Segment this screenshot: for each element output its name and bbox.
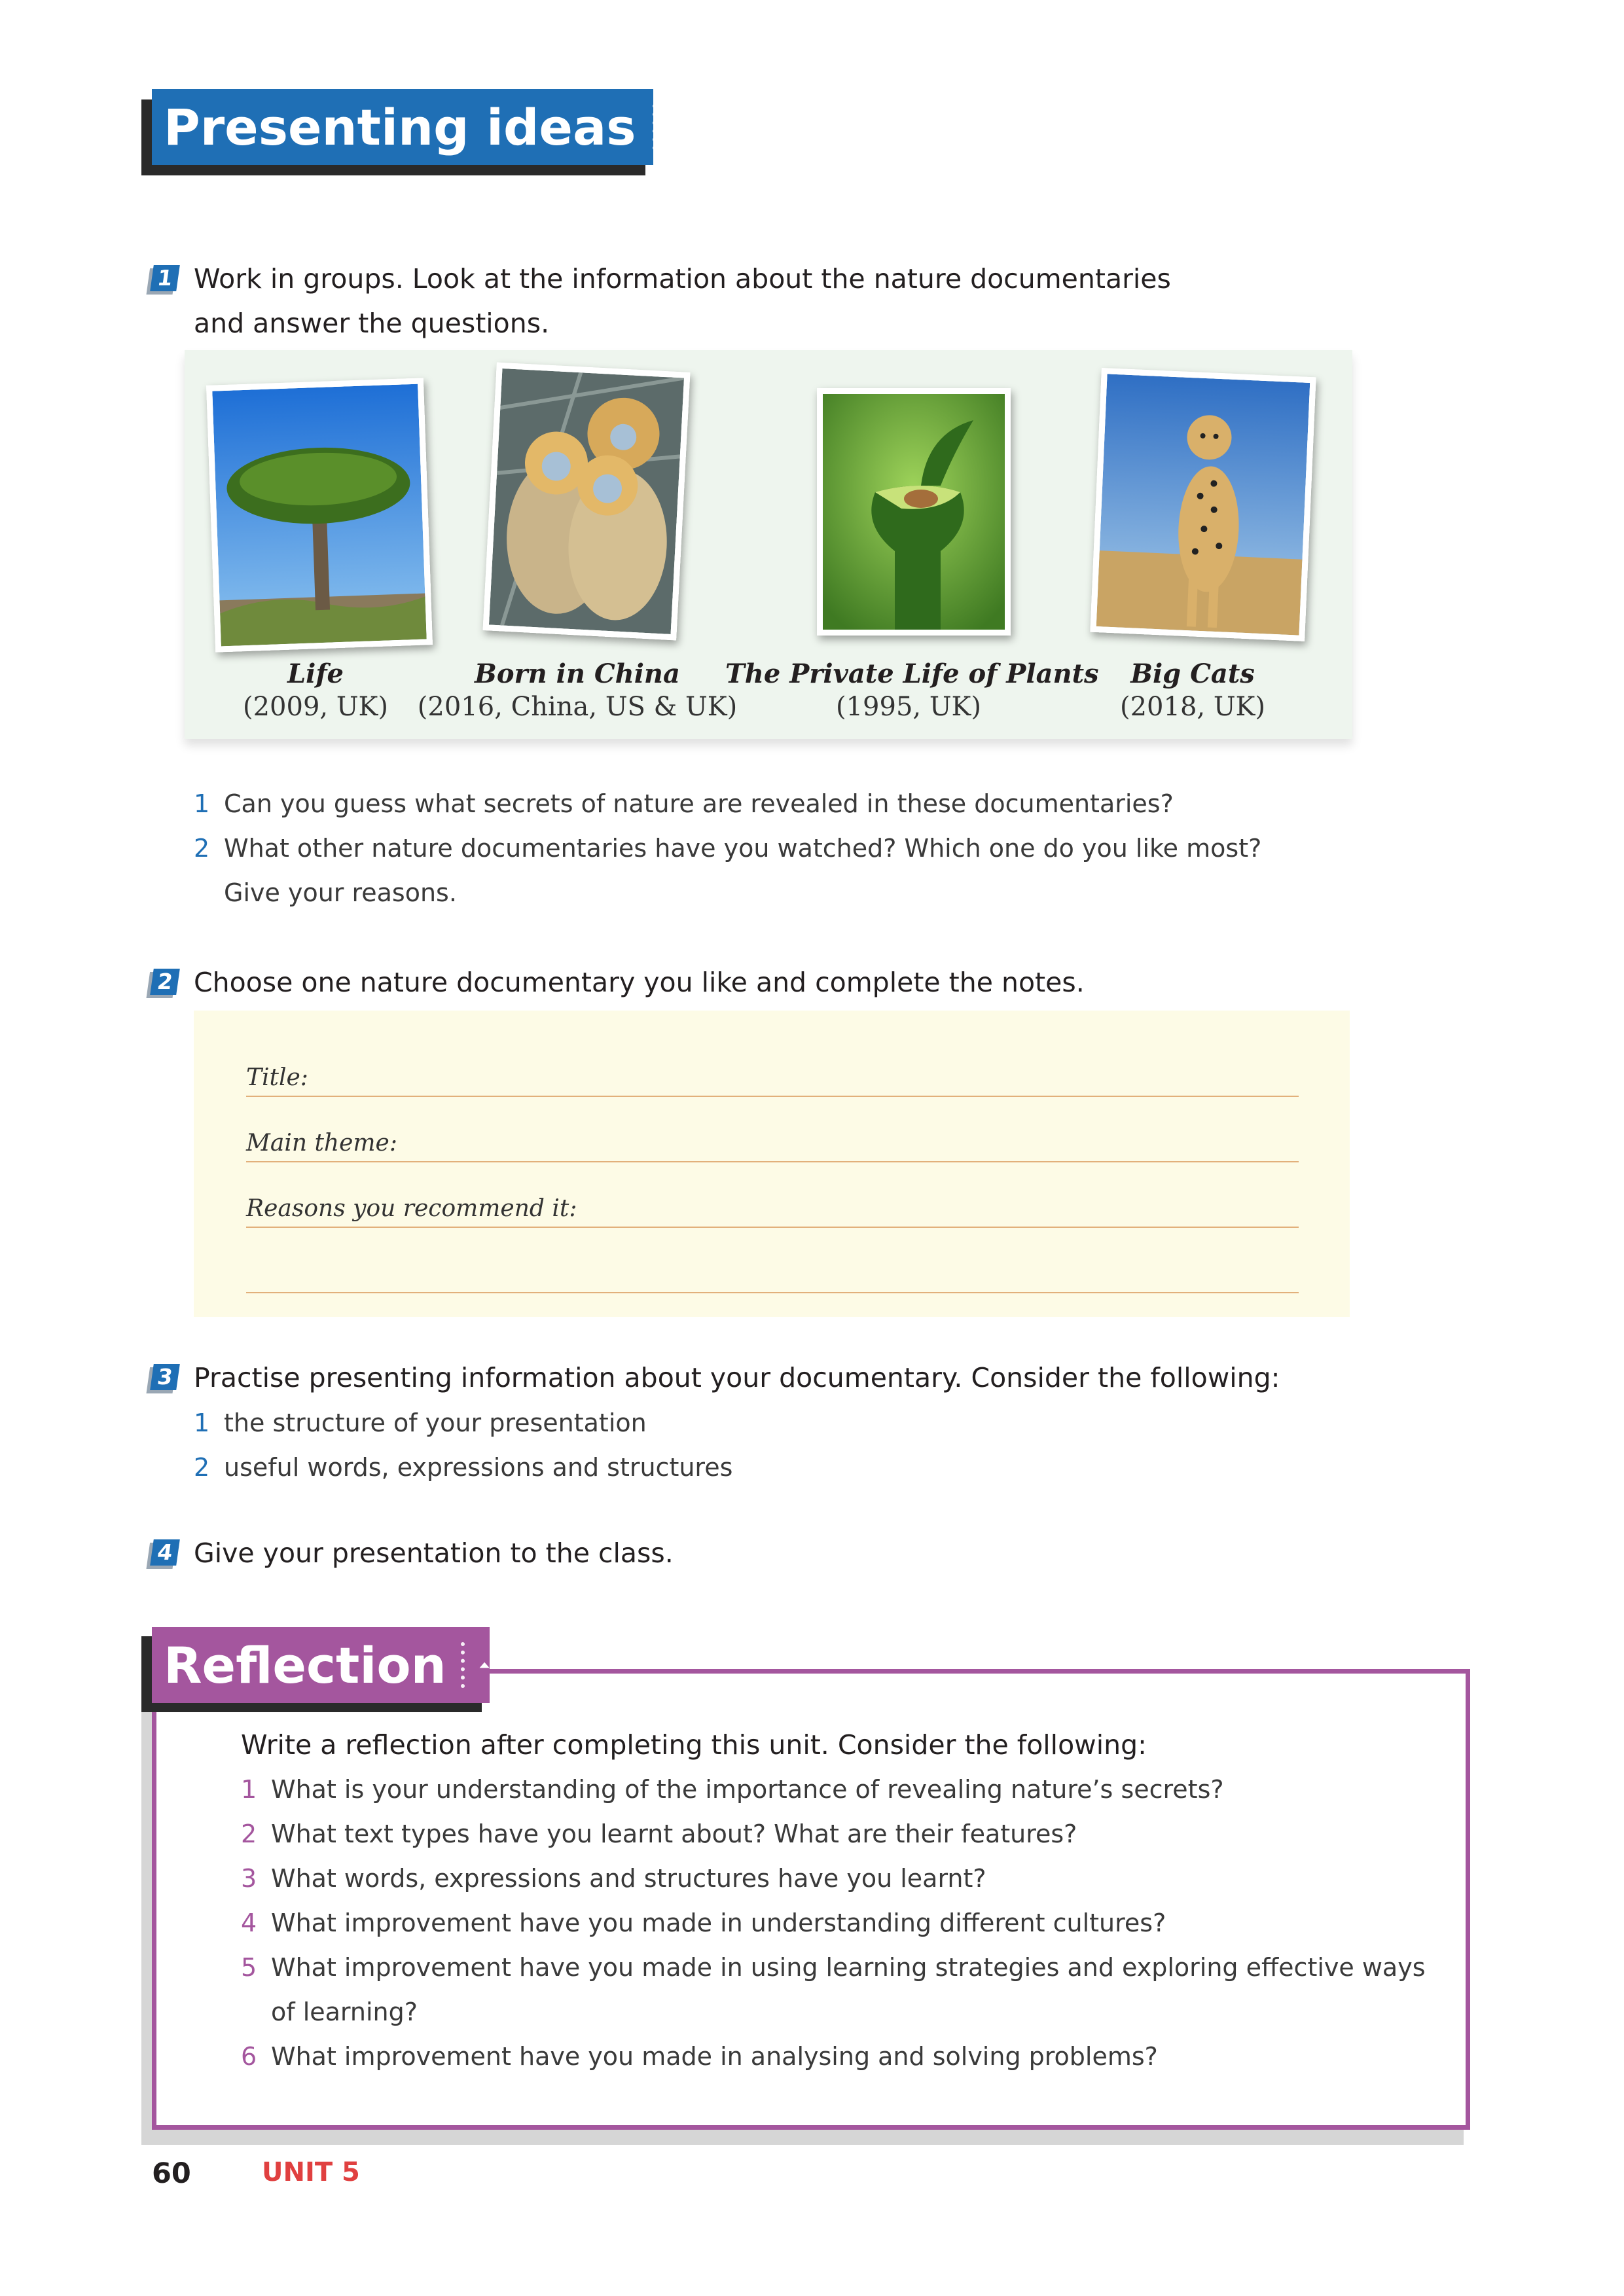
task-3-list — [194, 1401, 732, 1490]
page-number: 60 — [152, 2157, 191, 2190]
list-item — [194, 781, 1261, 826]
notes-title-label: Title: — [246, 1064, 308, 1091]
documentary-title: Life — [287, 658, 344, 689]
item-text: What words, expressions and structures have you learnt? — [271, 1864, 986, 1893]
item-text: the structure of your presentation — [224, 1408, 647, 1437]
notes-reasons-field[interactable] — [246, 1227, 1299, 1228]
unit-label: UNIT 5 — [262, 2157, 360, 2187]
task-number-4: 4 — [150, 1539, 180, 1566]
documentary-details: (2009, UK) — [242, 692, 389, 722]
item-text: Can you guess what secrets of nature are revealed in these documentaries? — [224, 789, 1174, 818]
header-dotted-divider — [461, 1642, 465, 1688]
documentary-details: (1995, UK) — [835, 692, 982, 722]
list-item — [241, 1901, 1426, 1945]
item-number: 2 — [194, 1453, 210, 1482]
notes-theme-label: Main theme: — [246, 1130, 397, 1157]
list-item — [241, 1945, 1426, 1990]
item-text: What improvement have you made in using learning strategies and exploring effective ways — [271, 1953, 1426, 1982]
item-text: What is your understanding of the importance of revealing nature’s secrets? — [271, 1775, 1224, 1804]
section-title: Reflection — [164, 1636, 446, 1695]
item-number: 2 — [241, 1820, 257, 1848]
golden-monkeys-photo — [482, 363, 690, 641]
item-number: 6 — [241, 2042, 257, 2071]
item-number: 4 — [241, 1909, 257, 1937]
task-3-instruction: Practise presenting information about your documentary. Consider the following: — [194, 1362, 1280, 1393]
documentary-title: Born in China — [475, 658, 680, 689]
item-number: 3 — [241, 1864, 257, 1893]
item-text: What other nature documentaries have you watched? Which one do you like most? — [224, 834, 1262, 863]
documentary-details: (2018, UK) — [1119, 692, 1266, 722]
pitcher-plant-photo — [817, 388, 1011, 636]
item-text: useful words, expressions and structures — [224, 1453, 733, 1482]
documentary-caption-4 — [1009, 658, 1376, 723]
reflection-intro: Write a reflection after completing this unit. Consider the following: — [241, 1729, 1147, 1761]
list-item — [194, 1445, 732, 1490]
task-number-1: 1 — [150, 265, 180, 291]
section-header-presenting-ideas — [152, 89, 653, 165]
reflection-list — [241, 1767, 1426, 2079]
item-number: 1 — [194, 789, 210, 818]
notes-reasons-label: Reasons you recommend it: — [246, 1195, 577, 1222]
list-item-continuation — [194, 870, 1261, 915]
cheetah-photo — [1090, 368, 1316, 641]
item-number: 1 — [194, 1408, 210, 1437]
item-number: 1 — [241, 1775, 257, 1804]
item-text: What text types have you learnt about? What are their features? — [271, 1820, 1077, 1848]
dragon-tree-photo — [206, 378, 433, 652]
notes-reasons-field-extra[interactable] — [246, 1292, 1299, 1293]
documentary-details: (2016, China, US & UK) — [417, 692, 738, 722]
documentary-panel — [185, 350, 1352, 739]
documentary-title: The Private Life of Plants — [725, 658, 1099, 689]
item-text: of learning? — [271, 1998, 418, 2026]
list-item — [194, 826, 1261, 870]
notes-title-field[interactable] — [246, 1096, 1299, 1097]
notes-box — [194, 1011, 1350, 1317]
item-text: What improvement have you made in analysing and solving problems? — [271, 2042, 1158, 2071]
documentary-caption-2 — [394, 658, 761, 723]
section-header-reflection — [152, 1627, 490, 1703]
item-number: 2 — [194, 834, 210, 863]
header-dotted-divider — [653, 104, 657, 150]
list-item-continuation — [241, 1990, 1426, 2034]
task-1-instruction-line1: Work in groups. Look at the information about the nature documentaries — [194, 263, 1171, 295]
section-title: Presenting ideas — [164, 98, 636, 156]
list-item — [241, 1812, 1426, 1856]
list-item — [241, 2034, 1426, 2079]
item-number: 5 — [241, 1953, 257, 1982]
list-item — [241, 1856, 1426, 1901]
list-item — [241, 1767, 1426, 1812]
task-1-instruction-line2: and answer the questions. — [194, 308, 550, 339]
task-1-questions — [194, 781, 1261, 915]
task-2-instruction: Choose one nature documentary you like and complete the notes. — [194, 967, 1085, 998]
up-triangle-icon — [479, 1653, 490, 1677]
task-number-3: 3 — [150, 1364, 180, 1390]
item-text: Give your reasons. — [224, 878, 457, 907]
notes-theme-field[interactable] — [246, 1161, 1299, 1162]
task-number-2: 2 — [150, 969, 180, 995]
item-text: What improvement have you made in understanding different cultures? — [271, 1909, 1166, 1937]
task-4-instruction: Give your presentation to the class. — [194, 1537, 674, 1569]
list-item — [194, 1401, 732, 1445]
documentary-title: Big Cats — [1130, 658, 1255, 689]
